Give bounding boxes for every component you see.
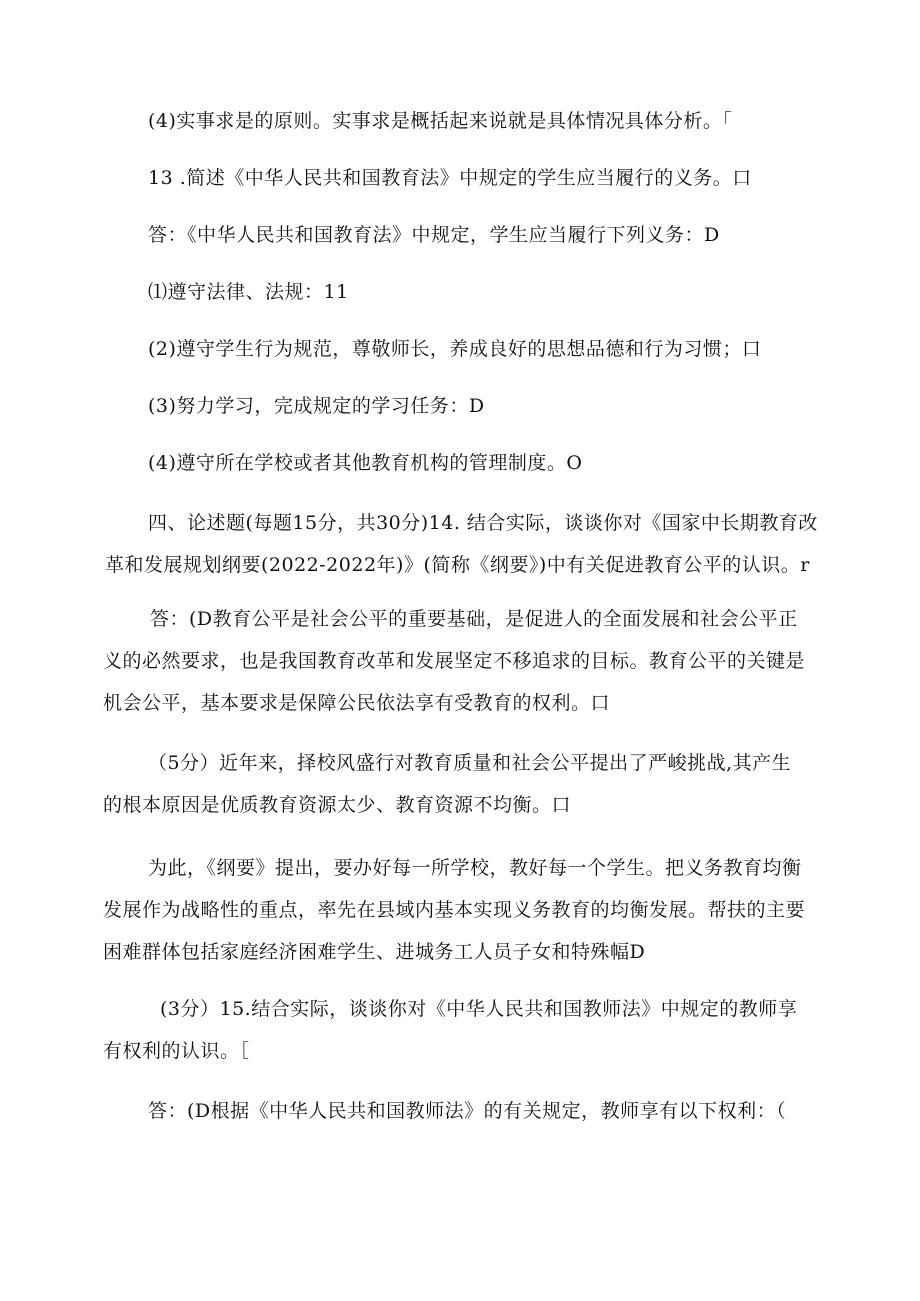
question-14 xyxy=(105,502,818,586)
answer-14-line: 机会公平，基本要求是保障公民依法享有受教育的权利。口 xyxy=(103,692,611,714)
answer-14-part-2 xyxy=(103,742,792,826)
answer-14-line: （5分）近年来，择校风盛行对教育质量和社会公平提出了严峻挑战,其产生 xyxy=(148,752,792,774)
answer-14-line: 的根本原因是优质教育资源太少、教育资源不均衡。口 xyxy=(103,794,572,816)
answer-14-line: 答：(D教育公平是社会公平的重要基础，是促进人的全面发展和社会公平正 xyxy=(150,608,798,630)
question-13: 13 .简述《中华人民共和国教育法》中规定的学生应当履行的义务。口 xyxy=(148,167,752,189)
answer-14-line: 义的必然要求，也是我国教育改革和发展坚定不移追求的目标。教育公平的关键是 xyxy=(103,650,806,672)
duty-1: ⑴遵守法律、法规：11 xyxy=(148,281,349,303)
question-15 xyxy=(103,988,798,1072)
answer-14-line: 为此，《纲要》提出，要办好每一所学校，教好每一个学生。把义务教育均衡 xyxy=(148,857,802,879)
answer-14-line: 发展作为战略性的重点，率先在县域内基本实现义务教育的均衡发展。帮扶的主要 xyxy=(103,899,806,921)
question-14-line: 四、论述题(每题15分，共30分)14. 结合实际，谈谈你对《国家中长期教育改 xyxy=(148,512,818,534)
question-15-line: (3分）15.结合实际，谈谈你对《中华人民共和国教师法》中规定的教师享 xyxy=(160,998,798,1020)
answer-14-part-1 xyxy=(103,598,806,724)
question-14-line: 革和发展规划纲要(2022-2022年)》(简称《纲要》)中有关促进教育公平的认识。r xyxy=(105,554,810,576)
answer-15-intro: 答：(D根据《中华人民共和国教师法》的有关规定，教师享有以下权利：（ xyxy=(148,1100,787,1122)
line-principle-4: (4)实事求是的原则。实事求是概括起来说就是具体情况具体分析。「 xyxy=(148,110,733,132)
answer-14-part-3 xyxy=(103,847,806,973)
duty-3: (3)努力学习，完成规定的学习任务：D xyxy=(148,395,485,417)
answer-14-line: 困难群体包括家庭经济困难学生、进城务工人员子女和特殊幅D xyxy=(103,941,646,963)
question-15-line: 有权利的认识。［ xyxy=(103,1040,250,1062)
duty-2: (2)遵守学生行为规范，尊敬师长，养成良好的思想品德和行为习惯；口 xyxy=(148,338,762,360)
duty-4: (4)遵守所在学校或者其他教育机构的管理制度。O xyxy=(148,452,583,474)
answer-13-intro: 答：《中华人民共和国教育法》中规定，学生应当履行下列义务：D xyxy=(148,224,720,246)
